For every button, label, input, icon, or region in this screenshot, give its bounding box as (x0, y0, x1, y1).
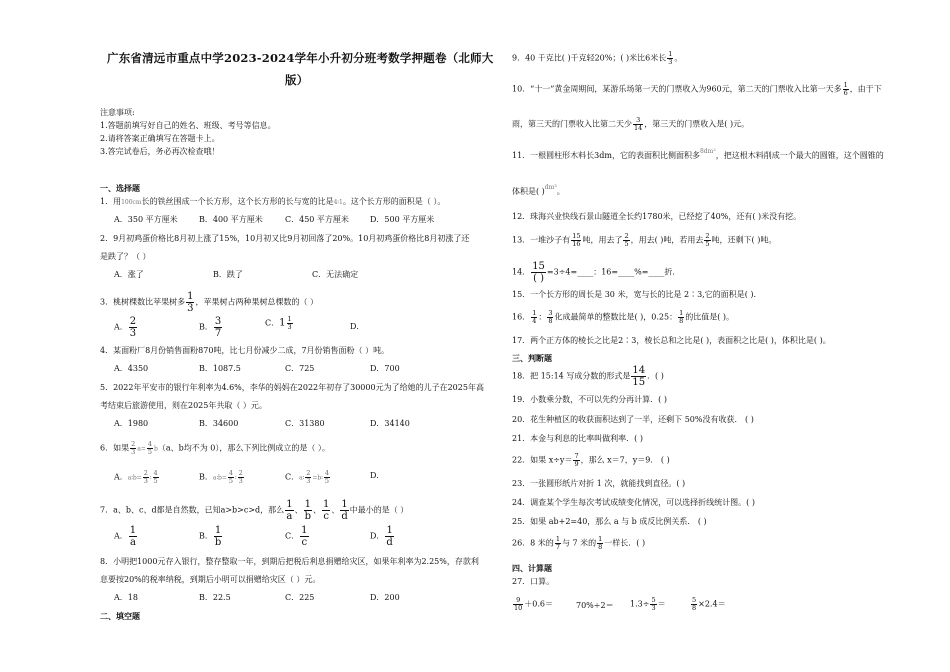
option: B．34600 (199, 419, 239, 428)
question-14: 14． 15 ( ) =3÷4=____：16=____%=____折． (512, 261, 681, 284)
option: D．200 (370, 593, 400, 602)
option: A．a∶b= $\frac{2}{3}$ ∶ $\frac{4}{5}$ (114, 469, 158, 485)
question-4: 4．某面粉厂8月份销售面粉870吨，比七月份减少二成，7月份销售面粉（ ）吨。 (100, 346, 390, 355)
option: C．225 (285, 593, 315, 602)
question-13: 13．一堆沙子有 $\frac{15}{16}$ 吨，用去了 $\frac{2}{5}$ ，用去( )吨，若用去 $\frac{2}{5}$ 吨，还剩下( )吨。 (512, 232, 777, 248)
question-2: 2．9月初鸡蛋价格比8月初上涨了15%，10月初又比9月初回落了20%。10月初鸡蛋价格比8月初涨了还 (100, 234, 470, 243)
option: B． $\frac{3}{7}$ (199, 316, 222, 339)
page-title-line2: 版） (285, 73, 309, 87)
option: A．18 (114, 593, 138, 602)
question-27: 27．口算。 (512, 577, 555, 586)
question-23: 23．一张圆形纸片对折 1 次，就能找到直径。( ) (512, 479, 686, 488)
question-5-cont: 考结束后旅游使用，则在2025年共取（ ）元。 (100, 401, 267, 410)
question-11-cont: 体积是( )$^{dm^3}$。 (512, 184, 565, 196)
option: B．跌了 (213, 270, 243, 279)
question-10-cont: 雨，第三天的门票收入比第二天少 $\frac{3}{14}$ ，第三天的门票收入是( )元。 (512, 116, 750, 132)
option: D． (370, 471, 385, 480)
question-26: 26．8 米的 $\frac{1}{7}$ 与 7 米的 $\frac{1}{8}$ 一样长．( ) (512, 535, 646, 551)
option: A．涨了 (114, 270, 144, 279)
question-1: 1．用100cm长的铁丝围成一个长方形，这个长方形的长与宽的比是4∶1。这个长方形的面积是（ ）。 (100, 197, 446, 206)
option: B．1087.5 (199, 364, 241, 373)
question-20: 20．花生种植区的收获面积达到了一半，还剩下 50%没有收获． ( ) (512, 415, 754, 424)
option: B．400 平方厘米 (199, 215, 263, 224)
option: C．无法确定 (312, 270, 359, 279)
question-2-cont: 是跌了？（ ） (100, 252, 151, 261)
length-image: 100cm (121, 199, 142, 206)
calc-item: $\frac{9}{10}$ ＋0.6＝ (514, 596, 554, 612)
option: C．31380 (285, 419, 325, 428)
section-heading: 四、计算题 (512, 563, 552, 573)
section-heading: 二、填空题 (100, 611, 140, 621)
question-6: 6．如果 $\frac{2}{3}$ a= $\frac{4}{5}$ b（a、b均不为 0），那么下列比例成立的是（ ）。 (100, 440, 330, 456)
page-title: 广东省清远市重点中学2023-2024学年小升初分班考数学押题卷（北师大 (107, 51, 494, 65)
option: B．a∶b= $\frac{4}{5}$ ∶ $\frac{2}{3}$ (199, 469, 243, 485)
option: C．a∶ $\frac{2}{3}$ =b∶ $\frac{4}{5}$ (285, 469, 329, 485)
notice-item: 3.答完试卷后，务必再次检查哦！ (100, 147, 220, 156)
notice-item: 1.答题前填写好自己的姓名、班级、考号等信息。 (100, 121, 276, 130)
question-3: 3．桃树棵数比苹果树多 $\frac{1}{3}$ ，苹果树占两种果树总棵数的（ ） (100, 291, 319, 314)
question-24: 24．调查某个学生每次考试成绩变化情况，可以选择折线统计图。( ) (512, 498, 755, 507)
question-18: 18．把 15:14 写成分数的形式是 $\frac{14}{15}$ ．( ) (512, 365, 664, 388)
option: D．700 (370, 364, 400, 373)
volume-image: dm³ (544, 184, 557, 191)
question-16: 16． $\frac{1}{4}$ ： $\frac{3}{8}$ 化成最简单的整数比是( )，0.25： $\frac{1}{8}$ 的比值是( )。 (512, 309, 735, 325)
option: A． $\frac{2}{3}$ (114, 316, 137, 339)
question-5: 5．2022年平安市的银行年利率为4.6%，李华的妈妈在2022年初存了30000元为了给她的儿子在2025年高 (100, 383, 484, 392)
question-8: 8．小明把1000元存入银行，整存整取一年，到期后把税后利息捐赠给灾区，如果年利率为2.25%，存款利 (100, 557, 479, 566)
question-21: 21．本金与利息的比率叫做利率．( ) (512, 434, 643, 443)
calc-item: 1.3÷ $\frac{5}{3}$ ＝ (630, 596, 666, 612)
ratio-image: 4∶1 (333, 199, 343, 206)
question-19: 19．小数乘分数，不可以先约分再计算．( ) (512, 395, 667, 404)
question-12: 12．珠海兴业快线石景山隧道全长约1780米，已经挖了40%，还有( )米没有挖。 (512, 212, 802, 221)
calc-item: $\frac{5}{8}$ ×2.4＝ (692, 596, 726, 612)
question-7: 7．a、b、c、d都是自然数，已知a>b>c>d，那么 $\frac{1}{a}$ 、 $\frac{1}{b}$ 、 $\frac{1}{c}$ 、 $\frac{1}{d}$ 中最小的是（ ） (100, 499, 409, 522)
question-11: 11．一根圆柱形木料长3dm，它的表面积比侧面积多$^{8dm^2}$，把这根木料削成一个最大的圆锥，这个圆锥的 (512, 148, 884, 160)
option: D． $\frac{1}{d}$ (370, 525, 393, 548)
option: A．4350 (114, 364, 149, 373)
option: B．22.5 (199, 593, 231, 602)
question-17: 17．两个正方体的棱长之比是2∶3，棱长总和之比是( )，表面积之比是( )，体积比是( )。 (512, 336, 831, 345)
area-image: 8dm² (699, 148, 716, 155)
question-10: 10．“十一”黄金周期间，某游乐场第一天的门票收入为960元，第二天的门票收入比第一天多 $\frac{1}{6}$ ，由于下 (512, 81, 882, 97)
calc-item: 70%÷2＝ (576, 601, 614, 610)
option: C．450 平方厘米 (285, 215, 349, 224)
option: D．34140 (370, 419, 410, 428)
question-25: 25．如果 ab+2=40，那么 a 与 b 成反比例关系． ( ) (512, 517, 707, 526)
option: D．500 平方厘米 (370, 215, 435, 224)
notice-heading: 注意事项: (100, 108, 135, 117)
option: C．725 (285, 364, 315, 373)
question-15: 15．一个长方形的周长是 30 米，宽与长的比是 2∶3,它的面积是( ). (512, 290, 757, 299)
question-22: 22．如果 x÷y＝ $\frac{7}{9}$ ，那么 x＝7，y＝9． ( ) (512, 452, 670, 468)
option: A．350 平方厘米 (114, 215, 178, 224)
question-9: 9．40 千克比( )千克轻20%；( )米比6米长 $\frac{1}{3}$ 。 (512, 50, 683, 66)
question-8-cont: 息要按20%的税率纳税，到期后小明可以捐赠给灾区（ ）元。 (100, 575, 321, 584)
option: B． $\frac{1}{b}$ (199, 525, 222, 548)
option: A． $\frac{1}{a}$ (114, 525, 137, 548)
option: D． (350, 322, 365, 331)
section-heading: 三、判断题 (512, 353, 552, 363)
option: C．1 $\frac{1}{3}$ (265, 315, 292, 331)
section-heading: 一、选择题 (100, 183, 140, 193)
option: A．1980 (114, 419, 149, 428)
notice-item: 2.请将答案正确填写在答题卡上。 (100, 134, 220, 143)
option: C． $\frac{1}{c}$ (285, 525, 308, 548)
